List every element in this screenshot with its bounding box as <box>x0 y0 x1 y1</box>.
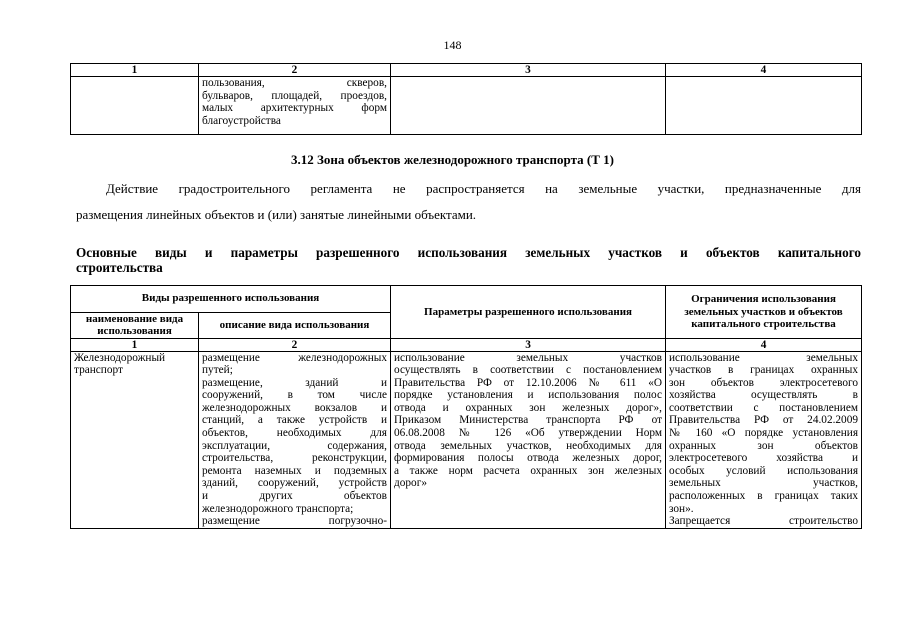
use-name-cell: Железнодорожный транспорт <box>71 351 199 528</box>
col-number: 2 <box>199 338 391 351</box>
body-paragraph <box>76 176 861 228</box>
col-number: 3 <box>391 64 666 77</box>
column-number-row <box>71 338 862 351</box>
table-row <box>71 77 862 135</box>
heading-line: Основные виды и параметры разрешенного использования земельных участков и объектов капитального <box>76 245 861 260</box>
col-number: 4 <box>666 338 862 351</box>
table-heading <box>76 245 861 275</box>
header-group-cell: Виды разрешенного использования <box>71 286 391 313</box>
continued-table <box>70 63 862 135</box>
page-number: 148 <box>443 38 462 52</box>
heading-line: строительства <box>76 260 163 275</box>
header-row <box>71 286 862 313</box>
table-cell-description: пользования, скверов, бульваров, площадей, проездов, малых архитектурных форм благоустройства <box>199 77 391 135</box>
paragraph-line: размещения линейных объектов и (или) занятые линейными объектами. <box>76 207 477 222</box>
table-cell <box>71 77 199 135</box>
table-cell <box>391 77 666 135</box>
col-number: 1 <box>71 338 199 351</box>
use-description-cell: размещение железнодорожных путей; размещение, зданий и сооружений, в том числе железнодорожных вокзалов и станций, а также устройств и объектов, необходимых для эксплуатации, содержания, строительства, реконструкции, ремонта наземных и подземных зданий, сооружений, устройств и других объектов железнодорожного транспорта; размещение погрузочно- <box>199 351 391 528</box>
header-params-cell: Параметры разрешенного использования <box>391 286 666 339</box>
col-number: 3 <box>391 338 666 351</box>
table-cell <box>666 77 862 135</box>
header-sub-name-cell: наименование вида использования <box>71 312 199 338</box>
col-number: 1 <box>71 64 199 77</box>
use-params-cell: использование земельных участков осуществлять в соответствии с постановлением Правительства РФ от 12.10.2006 № 611 «О порядке установления и использования полос отвода и охранных зон железных дорог», Приказом Министерства транспорта РФ от 06.08.2008 № 126 «Об утверждении Норм отвода земельных участков, необходимых для формирования полосы отвода железных дорог, а также норм расчета охранных зон железных дорог» <box>391 351 666 528</box>
permitted-use-table <box>70 285 862 529</box>
col-number: 2 <box>199 64 391 77</box>
section-title: 3.12 Зона объектов железнодорожного транспорта (Т 1) <box>291 152 614 167</box>
header-limits-cell: Ограничения использования земельных участков и объектов капитального строительства <box>666 286 862 339</box>
use-limits-cell: использование земельных участков в границах охранных зон объектов электросетевого хозяйства осуществлять в соответствии с постановлением Правительства РФ от 24.02.2009 № 160 «О порядке установления охранных зон объектов электросетевого хозяйства и особых условий использования земельных участков, расположенных в границах таких зон». Запрещается строительство <box>666 351 862 528</box>
header-sub-description-cell: описание вида использования <box>199 312 391 338</box>
column-number-row <box>71 64 862 77</box>
table-row <box>71 351 862 528</box>
paragraph-line: Действие градостроительного регламента не распространяется на земельные участки, предназначенные для <box>106 181 861 196</box>
col-number: 4 <box>666 64 862 77</box>
